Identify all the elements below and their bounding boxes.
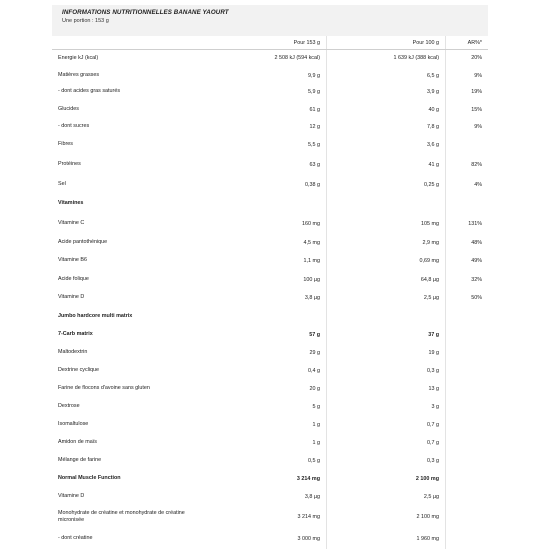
column-header-nutrient (52, 36, 206, 50)
per-portion-value: 0,5 g (206, 452, 327, 470)
nutrient-label: Mélange de farine (58, 456, 102, 463)
column-header-per-100g: Pour 100 g (327, 36, 446, 50)
per-portion-value: 3 214 mg (206, 506, 327, 529)
per-100g-value: 2,9 mg (327, 234, 446, 252)
per-portion-value: 12 g (206, 120, 327, 135)
per-portion-value: 160 mg (206, 214, 327, 234)
per-100g-value (327, 308, 446, 326)
nutrient-label: Jumbo hardcore multi matrix (58, 312, 133, 319)
portion-subtitle: Une portion : 153 g (62, 18, 109, 24)
ar-value: 19% (471, 89, 482, 95)
per-portion-value: 20 g (206, 380, 327, 398)
per-portion-value: 1 g (206, 434, 327, 452)
column-header-per-portion: Pour 153 g (206, 36, 327, 50)
per-100g-value: 0,3 g (327, 362, 446, 380)
per-100g-value: 3,9 g (327, 85, 446, 100)
nutrient-label: Acide folique (58, 275, 89, 282)
per-portion-value: 3 214 mg (206, 470, 327, 488)
table-row (52, 470, 488, 488)
per-portion-value: 57 g (206, 326, 327, 344)
table-row (52, 416, 488, 434)
per-portion-value: 3 000 mg (206, 529, 327, 549)
per-portion-value: 63 g (206, 155, 327, 175)
table-row (52, 308, 488, 326)
per-100g-value: 2,5 µg (327, 289, 446, 308)
ar-value (446, 506, 489, 529)
ar-value: 49% (471, 258, 482, 264)
nutrient-label: Monohydrate de créatine et monohydrate de créatine micronisée (58, 509, 185, 523)
nutrient-label: - dont sucres (58, 123, 90, 130)
per-100g-value: 1 960 mg (327, 529, 446, 549)
nutrient-label: Glucides (58, 105, 79, 112)
ar-value (446, 195, 489, 214)
per-100g-value: 6,5 g (327, 67, 446, 85)
per-100g-value: 41 g (327, 155, 446, 175)
ar-value: 48% (471, 239, 482, 246)
table-row (52, 175, 488, 195)
ar-value: 9% (474, 124, 482, 130)
ar-value: 9% (474, 72, 482, 79)
per-100g-value: 1 639 kJ (388 kcal) (327, 50, 446, 67)
ar-value (446, 398, 489, 416)
table-row (52, 434, 488, 452)
nutrient-label: Vitamine B6 (58, 257, 87, 264)
ar-value (446, 380, 489, 398)
nutrition-table (52, 36, 488, 549)
table-row (52, 50, 488, 67)
nutrient-label: Sel (58, 180, 66, 187)
per-portion-value: 1 g (206, 416, 327, 434)
per-portion-value: 3,8 µg (206, 488, 327, 506)
per-portion-value: 0,4 g (206, 362, 327, 380)
table-row (52, 135, 488, 155)
nutrient-label: Vitamine D (58, 294, 85, 301)
nutrient-label: Protéines (58, 160, 81, 167)
per-portion-value: 1,1 mg (206, 252, 327, 271)
table-row (52, 271, 488, 289)
per-portion-value (206, 308, 327, 326)
table-row (52, 234, 488, 252)
nutrient-label: - dont acides gras saturés (58, 88, 121, 95)
per-100g-value: 2 100 mg (327, 506, 446, 529)
per-100g-value: 0,25 g (327, 175, 446, 195)
per-portion-value: 29 g (206, 344, 327, 362)
nutrient-label: Vitamine D (58, 492, 85, 499)
nutrient-label: Fibres (58, 140, 73, 147)
nutrient-label: Dextrose (58, 402, 80, 409)
table-row (52, 195, 488, 214)
per-100g-value (327, 195, 446, 214)
ar-value (446, 135, 489, 155)
ar-value: 15% (471, 106, 482, 113)
ar-value: 4% (474, 181, 482, 188)
ar-value (446, 416, 489, 434)
ar-value: 50% (471, 295, 482, 301)
nutrient-label: Normal Muscle Function (58, 474, 121, 481)
per-portion-value: 0,38 g (206, 175, 327, 195)
per-100g-value: 0,69 mg (327, 252, 446, 271)
table-title: INFORMATIONS NUTRITIONNELLES BANANE YAOURT (62, 9, 229, 16)
table-row (52, 252, 488, 271)
table-row (52, 380, 488, 398)
ar-value (446, 308, 489, 326)
nutrient-label: 7-Carb matrix (58, 330, 93, 337)
table-row (52, 67, 488, 85)
per-portion-value: 5 g (206, 398, 327, 416)
per-portion-value (206, 195, 327, 214)
table-row (52, 452, 488, 470)
ar-value: 131% (468, 220, 482, 227)
table-row (52, 100, 488, 120)
ar-value (446, 344, 489, 362)
ar-value: 20% (471, 55, 482, 62)
ar-value (446, 529, 489, 549)
per-100g-value: 2,5 µg (327, 488, 446, 506)
table-header-block (52, 5, 488, 36)
nutrient-label: Isomaltulose (58, 420, 89, 427)
per-portion-value: 9,9 g (206, 67, 327, 85)
per-100g-value: 13 g (327, 380, 446, 398)
per-100g-value: 19 g (327, 344, 446, 362)
per-100g-value: 0,7 g (327, 434, 446, 452)
ar-value (446, 326, 489, 344)
column-header-row (52, 36, 488, 50)
table-row (52, 344, 488, 362)
per-100g-value: 3 g (327, 398, 446, 416)
nutrient-label: Vitamine C (58, 219, 85, 226)
nutrient-label: Farine de flocons d'avoine sans gluten (58, 384, 150, 391)
ar-value: 82% (471, 161, 482, 168)
ar-value (446, 470, 489, 488)
per-100g-value: 0,3 g (327, 452, 446, 470)
per-100g-value: 37 g (327, 326, 446, 344)
table-row (52, 362, 488, 380)
ar-value (446, 452, 489, 470)
ar-value (446, 362, 489, 380)
ar-value: 32% (471, 276, 482, 283)
ar-value (446, 488, 489, 506)
nutrition-rows (52, 50, 488, 549)
nutrition-panel (52, 5, 488, 549)
table-row (52, 398, 488, 416)
per-100g-value: 105 mg (327, 214, 446, 234)
per-portion-value: 61 g (206, 100, 327, 120)
nutrient-label: Maltodextrin (58, 348, 88, 355)
per-portion-value: 5,5 g (206, 135, 327, 155)
nutrient-label: Dextrine cyclique (58, 366, 100, 373)
per-portion-value: 4,5 mg (206, 234, 327, 252)
table-row (52, 529, 488, 549)
table-row (52, 289, 488, 308)
ar-value (446, 434, 489, 452)
table-row (52, 214, 488, 234)
per-portion-value: 2 508 kJ (594 kcal) (206, 50, 327, 67)
per-portion-value: 5,9 g (206, 85, 327, 100)
per-100g-value: 40 g (327, 100, 446, 120)
nutrient-label: - dont créatine (58, 534, 93, 541)
table-row (52, 155, 488, 175)
nutrient-label: Energie kJ (kcal) (58, 54, 99, 61)
nutrient-label: Matières grasses (58, 71, 100, 78)
nutrient-label: Vitamines (58, 200, 84, 207)
table-row (52, 120, 488, 135)
table-row (52, 326, 488, 344)
table-row (52, 506, 488, 529)
nutrient-label: Acide pantothénique (58, 238, 108, 245)
per-100g-value: 7,8 g (327, 120, 446, 135)
nutrient-label: Amidon de maïs (58, 438, 97, 445)
per-100g-value: 0,7 g (327, 416, 446, 434)
table-row (52, 488, 488, 506)
column-header-ar: AR%* (446, 36, 489, 50)
table-row (52, 85, 488, 100)
per-portion-value: 100 µg (206, 271, 327, 289)
per-100g-value: 2 100 mg (327, 470, 446, 488)
per-100g-value: 64,8 µg (327, 271, 446, 289)
per-100g-value: 3,6 g (327, 135, 446, 155)
per-portion-value: 3,8 µg (206, 289, 327, 308)
